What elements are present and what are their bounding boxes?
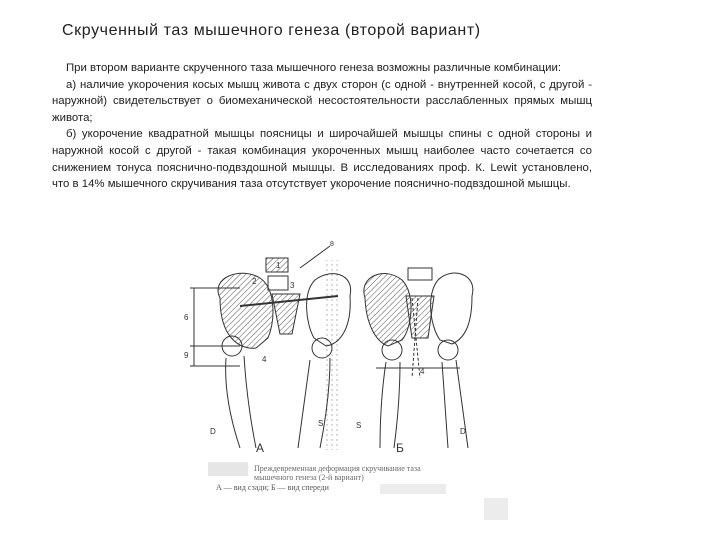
figure-label-4: 4 — [262, 355, 267, 364]
figure-label-3: 3 — [290, 281, 295, 290]
caption-shade — [380, 484, 446, 494]
panel-a-label: А — [256, 441, 265, 455]
figure-label-4b: 4 — [420, 367, 425, 376]
spine-strip — [326, 260, 340, 450]
pelvis-illustration — [180, 238, 490, 460]
figure-label-s-right: S — [356, 421, 362, 430]
gray-placeholder-box — [484, 498, 508, 520]
figure-label-d-right: D — [460, 427, 466, 436]
figure-label-d-left: D — [210, 427, 216, 436]
body-text — [52, 60, 592, 193]
figure-label-8: 8 — [330, 241, 334, 248]
caption-line-3: А — вид сзади; Б — вид спереди — [216, 483, 329, 492]
figure-caption — [208, 462, 448, 496]
figure-label-s-left: S — [318, 419, 324, 428]
caption-line-1: Преждевременная деформация скручивание таза — [254, 464, 421, 473]
page-title: Скрученный таз мышечного генеза (второй вариант) — [62, 22, 481, 39]
paragraph-b: б) укорочение квадратной мышцы поясницы и широчайшей мышцы спины с одной стороны и наружной косой с другой - такая комбинация укороченных мышц наиболее часто сочетается со снижением тонуса пояснично-подвздошной мышцы. В исследованиях проф. К. Lewit установлено, что в 14% мышечного скручивания таза отсутствует укорочение пояснично-подвздошной мышцы. — [52, 128, 592, 191]
figure-label-9: 9 — [184, 351, 189, 360]
panel-b-label: Б — [396, 441, 404, 455]
paragraph-intro: При втором варианте скрученного таза мышечного генеза возможны различные комбинации: — [66, 62, 561, 74]
figure-label-6: 6 — [184, 313, 189, 322]
caption-line-2: мышечного генеза (2-й вариант) — [254, 473, 364, 482]
pelvis-b — [364, 268, 473, 448]
figure-label-1: 1 — [276, 261, 281, 270]
paragraph-a: а) наличие укорочения косых мышц живота с двух сторон (с одной - внутренней косой, с другой - наружной) свидетельствует о биомеханической несостоятельности расслабленных прямых мышц живота; — [52, 78, 592, 124]
caption-shade — [208, 462, 248, 476]
figure-label-2: 2 — [252, 277, 257, 286]
